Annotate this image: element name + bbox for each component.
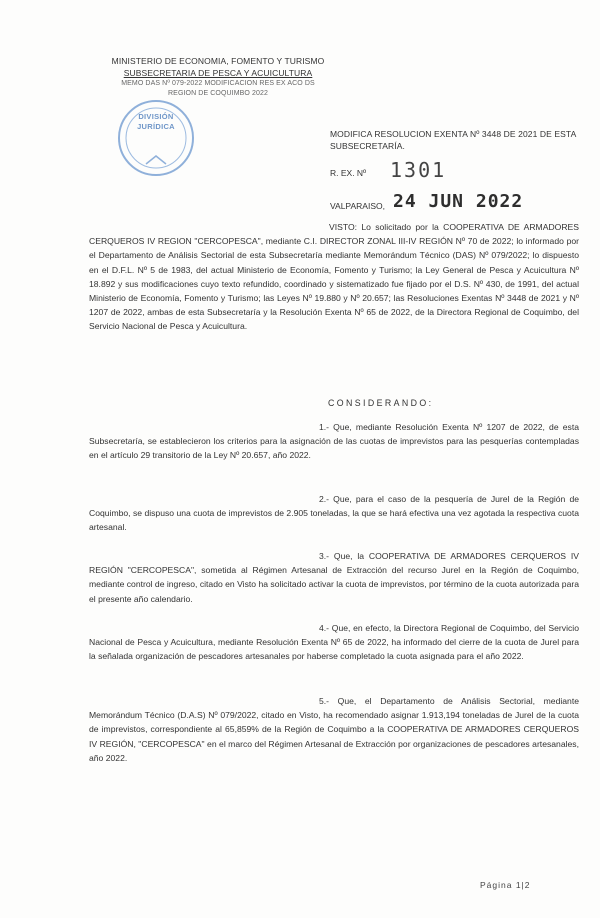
memo-region: REGION DE COQUIMBO 2022 (168, 90, 268, 97)
considerando-4 (89, 621, 579, 664)
ministry-name: MINISTERIO DE ECONOMIA, FOMENTO Y TURISMO (111, 56, 325, 66)
considerando-1 (89, 420, 579, 463)
rex-label: R. EX. Nº (330, 168, 367, 178)
stamp-text (130, 112, 182, 131)
considerando-2 (89, 492, 579, 535)
visto-paragraph (89, 220, 579, 334)
place-label: VALPARAISO, (330, 201, 385, 211)
visto-text: VISTO: Lo solicitado por la COOPERATIVA DE ARMADORES CERQUEROS IV REGION "CERCOPESCA", mediante C.I. DIRECTOR ZONAL III-IV REGIÓN Nº 70 de 2022; lo informado por el Departamento de Análisis Sectorial de esta Subsecretaría mediante Memorándum Técnico (DAS) Nº 079/2022; lo dispuesto en el D.F.L. Nº 5 de 1983, del actual Ministerio de Economía, Fomento y Turismo; la Ley General de Pesca y Acuicultura Nº 18.892 y sus modificaciones cuyo texto refundido, coordinado y sistematizado fue fijado por el D.S. Nº 430, de 1991, del actual Ministerio de Economía, Fomento y Turismo; las Leyes Nº 19.880 y Nº 20.657; las Resoluciones Exentas Nº 3448 de 2021 y Nº 1207 de 2022, ambas de esta Subsecretaría y la Resolución Exenta Nº 65 de 2022, de la Directora Regional de Coquimbo, del Servicio Nacional de Pesca y Acuicultura. (89, 222, 579, 332)
resolution-subject: MODIFICA RESOLUCION EXENTA Nº 3448 DE 2021 DE ESTA SUBSECRETARÍA. (330, 129, 576, 151)
date-stamp: 24 JUN 2022 (393, 191, 524, 212)
considerando-4-text: 4.- Que, en efecto, la Directora Regional de Coquimbo, del Servicio Nacional de Pesca y Acuicultura, mediante Resolución Exenta Nº 65 de 2022, ha informado del cierre de la cuota de Jurel para la señalada organización de pescadores artesanales por haberse completado la cuota asignada para el año 2022. (89, 623, 579, 662)
memo-reference: MEMO DAS Nº 079-2022 MODIFICACION RES EX ACO DS (121, 80, 315, 87)
considerando-3 (89, 549, 579, 606)
page-number: Página 1|2 (480, 880, 531, 890)
considerando-3-text: 3.- Que, la COOPERATIVA DE ARMADORES CERQUEROS IV REGIÓN "CERCOPESCA", sometida al Régimen Artesanal de Extracción del recurso Jurel en la Región de Coquimbo, mediante control de ingreso, citado en Visto ha solicitado activar la cuota de imprevistos, por término de la cuota autorizada para el presente año calendario. (89, 551, 579, 604)
stamp-line-2: JURÍDICA (137, 121, 175, 131)
division-juridica-stamp (116, 98, 196, 178)
considerando-title: CONSIDERANDO: (328, 398, 434, 408)
considerando-5-text: 5.- Que, el Departamento de Análisis Sectorial, mediante Memorándum Técnico (D.A.S) Nº 079/2022, citado en Visto, ha recomendado asignar 1.913,194 toneladas de Jurel de la cuota de imprevistos, correspondiente al 65,859% de la Región de Coquimbo a la COOPERATIVA DE ARMADORES CERQUEROS IV REGIÓN, "CERCOPESCA" en el marco del Régimen Artesanal de Extracción por organizaciones de pescadores artesanales, año 2022. (89, 696, 579, 763)
considerando-2-text: 2.- Que, para el caso de la pesquería de Jurel de la Región de Coquimbo, se dispuso una cuota de imprevistos de 2.905 toneladas, la que se hará efectiva una vez agotada la respectiva cuota artesanal. (89, 494, 579, 533)
considerando-5 (89, 694, 579, 765)
rex-number: 1301 (390, 158, 447, 182)
subsecretaria-name: SUBSECRETARIA DE PESCA Y ACUICULTURA (123, 67, 313, 78)
considerando-1-text: 1.- Que, mediante Resolución Exenta Nº 1207 de 2022, de esta Subsecretaría, se establecieron los criterios para la asignación de las cuotas de imprevistos para las pesquerías contempladas en el artículo 29 transitorio de la Ley Nº 20.657, año 2022. (89, 422, 579, 461)
stamp-line-1: DIVISIÓN (138, 112, 174, 121)
institution-header (108, 56, 328, 99)
